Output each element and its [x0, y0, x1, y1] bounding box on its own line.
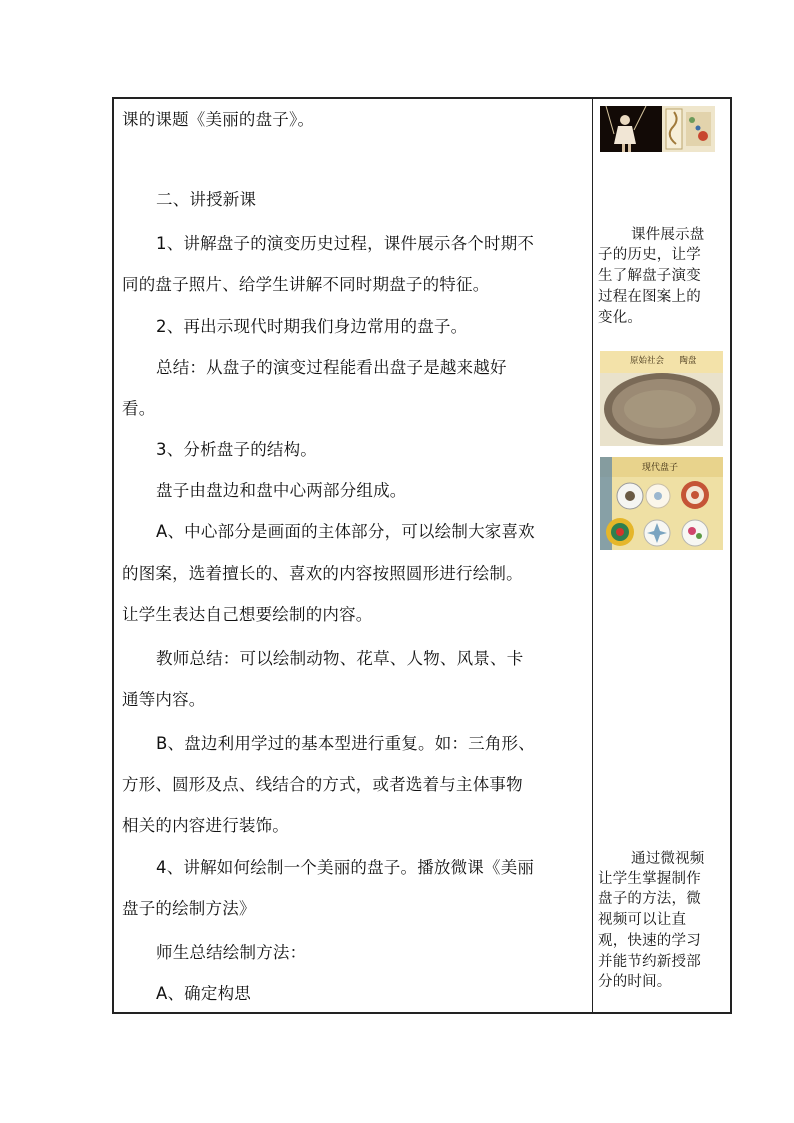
main-line-14: 通等内容。: [122, 690, 206, 709]
note2-line-6: 并能节约新授部: [598, 954, 701, 970]
main-line-16: 方形、圆形及点、线结合的方式，或者选着与主体事物: [122, 775, 523, 794]
pottery-caption-type: 陶盘: [679, 356, 697, 366]
note1-line-4: 过程在图案上的: [598, 289, 701, 305]
main-line-17: 相关的内容进行装饰。: [122, 816, 289, 835]
main-line-20: 师生总结绘制方法：: [156, 943, 307, 962]
pottery-plate-photo: [600, 351, 723, 446]
main-line-9: 盘子由盘边和盘中心两部分组成。: [156, 481, 407, 500]
note2-line-1: 通过微视频: [631, 851, 705, 867]
main-line-12: 让学生表达自己想要绘制的内容。: [122, 605, 373, 624]
note2-line-7: 分的时间。: [598, 974, 672, 990]
section-heading: 二、讲授新课: [156, 190, 257, 209]
main-line-1: 课的课题《美丽的盘子》。: [122, 110, 315, 129]
note2-line-3: 盘子的方法，微: [598, 891, 701, 907]
note1-line-1: 课件展示盘: [631, 227, 705, 243]
main-line-6: 总结：从盘子的演变过程能看出盘子是越来越好: [156, 358, 507, 377]
main-line-10: A、中心部分是画面的主体部分，可以绘制大家喜欢: [156, 522, 535, 541]
main-line-4: 同的盘子照片、给学生讲解不同时期盘子的特征。: [122, 275, 490, 294]
note1-line-5: 变化。: [598, 310, 643, 326]
main-line-3: 1、讲解盘子的演变历史过程，课件展示各个时期不: [156, 234, 535, 253]
main-line-11: 的图案，选着擅长的、喜欢的内容按照圆形进行绘制。: [122, 564, 523, 583]
main-line-21: A、确定构思: [156, 984, 251, 1003]
modern-plates-photo: [600, 457, 723, 550]
main-line-18: 4、讲解如何绘制一个美丽的盘子。播放微课《美丽: [156, 858, 535, 877]
note1-line-3: 生了解盘子演变: [598, 268, 701, 284]
history-photo: [600, 106, 715, 152]
pottery-caption-era: 原始社会: [630, 356, 665, 366]
modern-plates-caption: 现代盘子: [642, 463, 679, 473]
note2-line-2: 让学生掌握制作: [598, 871, 701, 887]
note1-line-2: 子的历史，让学: [598, 247, 701, 263]
main-line-19: 盘子的绘制方法》: [122, 899, 256, 918]
main-line-8: 3、分析盘子的结构。: [156, 440, 317, 459]
main-line-7: 看。: [122, 399, 156, 418]
main-line-13: 教师总结：可以绘制动物、花草、人物、风景、卡: [156, 649, 524, 668]
note2-line-5: 观，快速的学习: [598, 933, 701, 949]
main-line-5: 2、再出示现代时期我们身边常用的盘子。: [156, 317, 468, 336]
main-line-15: B、盘边利用学过的基本型进行重复。如：三角形、: [156, 734, 535, 753]
note2-line-4: 视频可以让直: [598, 912, 687, 928]
